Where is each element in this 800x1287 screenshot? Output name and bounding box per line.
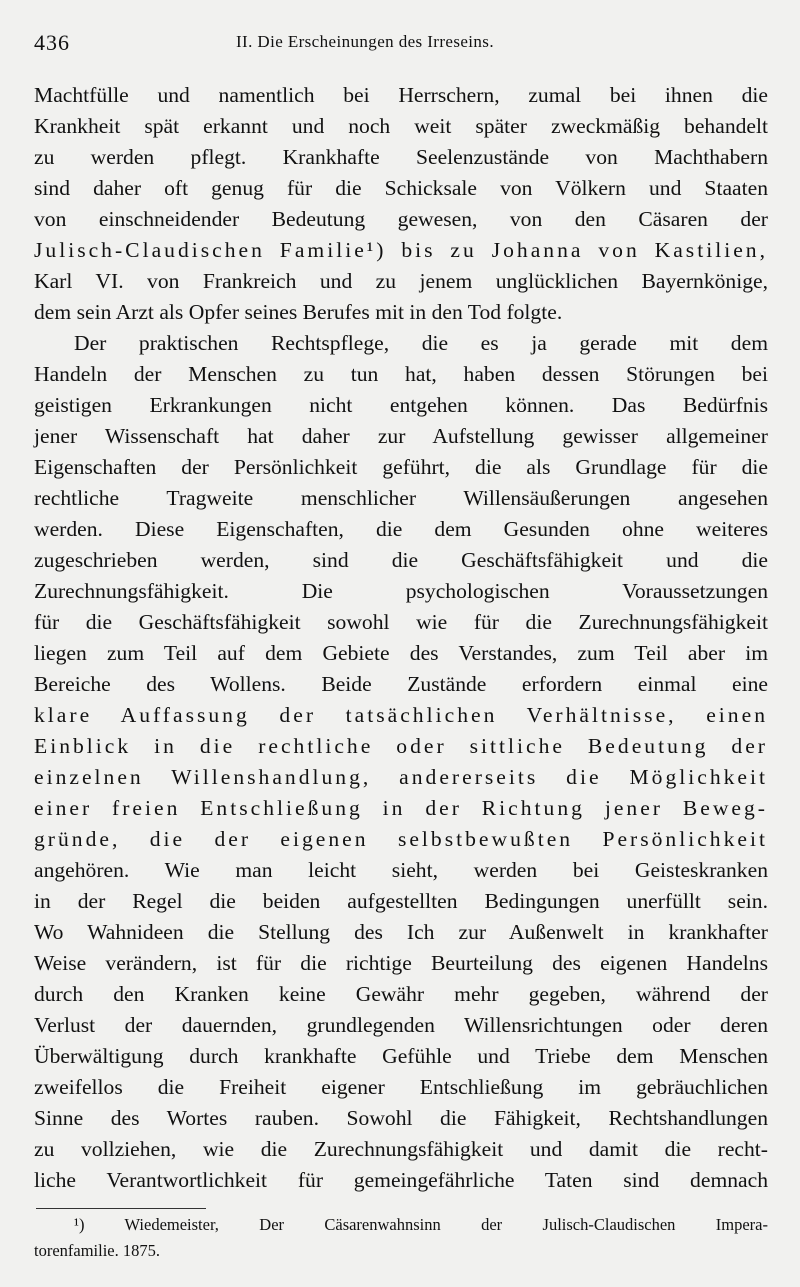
- footnote-line: torenfamilie. 1875.: [34, 1241, 161, 1260]
- text-line: Bereiche des Wollens. Beide Zustände erfordern einmal eine: [34, 672, 768, 696]
- text-line: werden. Diese Eigenschaften, die dem Gesunden ohne weiteres: [34, 517, 768, 541]
- text-line: Machtfülle und namentlich bei Herrschern, zumal bei ihnen die: [34, 83, 768, 107]
- text-line: Überwältigung durch krankhafte Gefühle und Triebe dem Menschen: [34, 1044, 768, 1068]
- text-line: klare Auffassung der tatsächlichen Verhältnisse, einen: [34, 703, 768, 727]
- text-line: jener Wissenschaft hat daher zur Aufstellung gewisser allgemeiner: [34, 424, 768, 448]
- main-text: [34, 80, 768, 1196]
- text-line: Julisch-Claudischen Familie¹) bis zu Johanna von Kastilien,: [34, 238, 768, 262]
- text-line: einzelnen Willenshandlung, andererseits die Möglichkeit: [34, 765, 768, 789]
- text-line: zu vollziehen, wie die Zurechnungsfähigkeit und damit die recht-: [34, 1137, 768, 1161]
- text-line: für die Geschäftsfähigkeit sowohl wie für die Zurechnungsfähigkeit: [34, 610, 768, 634]
- footnote-divider: [36, 1208, 206, 1209]
- text-line: sind daher oft genug für die Schicksale von Völkern und Staaten: [34, 176, 768, 200]
- text-line: Wo Wahnideen die Stellung des Ich zur Außenwelt in krankhafter: [34, 920, 768, 944]
- footnote-line: ¹) Wiedemeister, Der Cäsarenwahnsinn der Julisch-Claudischen Impera-: [74, 1215, 768, 1234]
- text-line: Handeln der Menschen zu tun hat, haben dessen Störungen bei: [34, 362, 768, 386]
- text-line: gründe, die der eigenen selbstbewußten Persönlichkeit: [34, 827, 768, 851]
- text-line: Der praktischen Rechtspflege, die es ja gerade mit dem: [74, 331, 768, 355]
- text-line: Eigenschaften der Persönlichkeit geführt, die als Grundlage für die: [34, 455, 768, 479]
- text-line: rechtliche Tragweite menschlicher Willensäußerungen angesehen: [34, 486, 768, 510]
- text-line: zugeschrieben werden, sind die Geschäftsfähigkeit und die: [34, 548, 768, 572]
- footnote: [34, 1212, 768, 1264]
- text-line: durch den Kranken keine Gewähr mehr gegeben, während der: [34, 982, 768, 1006]
- chapter-title: II. Die Erscheinungen des Irreseins.: [236, 32, 494, 51]
- text-line: liche Verantwortlichkeit für gemeingefährliche Taten sind demnach: [34, 1168, 768, 1192]
- text-line: in der Regel die beiden aufgestellten Bedingungen unerfüllt sein.: [34, 889, 768, 913]
- text-line: angehören. Wie man leicht sieht, werden bei Geisteskranken: [34, 858, 768, 882]
- text-line: einer freien Entschließung in der Richtung jener Beweg-: [34, 796, 768, 820]
- text-line: liegen zum Teil auf dem Gebiete des Verstandes, zum Teil aber im: [34, 641, 768, 665]
- running-head: [34, 30, 766, 60]
- text-line: Zurechnungsfähigkeit. Die psychologischen Voraussetzungen: [34, 579, 768, 603]
- text-line: Einblick in die rechtliche oder sittliche Bedeutung der: [34, 734, 768, 758]
- text-line: Krankheit spät erkannt und noch weit später zweckmäßig behandelt: [34, 114, 768, 138]
- page-number: 436: [34, 30, 70, 55]
- text-line: Verlust der dauernden, grundlegenden Willensrichtungen oder deren: [34, 1013, 768, 1037]
- text-line: Karl VI. von Frankreich und zu jenem unglücklichen Bayernkönige,: [34, 269, 768, 293]
- text-line: geistigen Erkrankungen nicht entgehen können. Das Bedürfnis: [34, 393, 768, 417]
- text-line: Weise verändern, ist für die richtige Beurteilung des eigenen Handelns: [34, 951, 768, 975]
- text-line: dem sein Arzt als Opfer seines Berufes mit in den Tod folgte.: [34, 300, 563, 324]
- text-line: Sinne des Wortes rauben. Sowohl die Fähigkeit, Rechtshandlungen: [34, 1106, 768, 1130]
- text-line: zu werden pflegt. Krankhafte Seelenzustände von Machthabern: [34, 145, 768, 169]
- text-line: von einschneidender Bedeutung gewesen, von den Cäsaren der: [34, 207, 768, 231]
- text-line: zweifellos die Freiheit eigener Entschließung im gebräuchlichen: [34, 1075, 768, 1099]
